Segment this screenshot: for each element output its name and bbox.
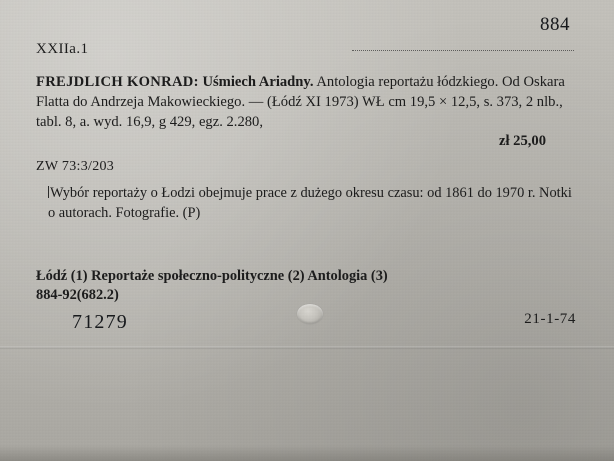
entry-author: FREJDLICH KONRAD:: [36, 74, 199, 90]
dotted-rule: [352, 50, 574, 51]
acquisition-number: ZW 73:3/203: [36, 159, 115, 174]
bibliographic-entry: [36, 72, 582, 132]
classification-number: 884-92(682.2): [36, 287, 119, 303]
entry-details: Antologia reportażu łódzkiego. Od Oskara Flatta do Andrzeja Makowieckiego. — (Łódź XI 1973) WŁ cm 19,5 × 12,5, s. 373, 2 nlb., tabl. 8, a. wyd. 16,9, g 429, egz. 2.280,: [36, 74, 565, 130]
paper-crease: [0, 346, 614, 349]
classmark: XXIIa.1: [36, 41, 89, 57]
pen-mark-icon: [48, 186, 49, 198]
subject-tracings: Łódź (1) Reportaże społeczno-polityczne (2) Antologia (3): [36, 268, 388, 284]
price: zł 25,00: [498, 133, 546, 149]
accession-number: 71279: [72, 311, 128, 333]
entry-title: Uśmiech Ariadny.: [202, 74, 314, 90]
annotation: [48, 183, 576, 223]
bottom-shadow: [0, 445, 614, 461]
annotation-text: Wybór reportaży o Łodzi obejmuje prace z dużego okresu czasu: od 1861 do 1970 r. Notki o autorach. Fotografie. (P): [48, 185, 572, 221]
page-number: 884: [540, 14, 570, 35]
date-stamp: 21-1-74: [524, 311, 576, 327]
punch-hole: [297, 304, 323, 324]
